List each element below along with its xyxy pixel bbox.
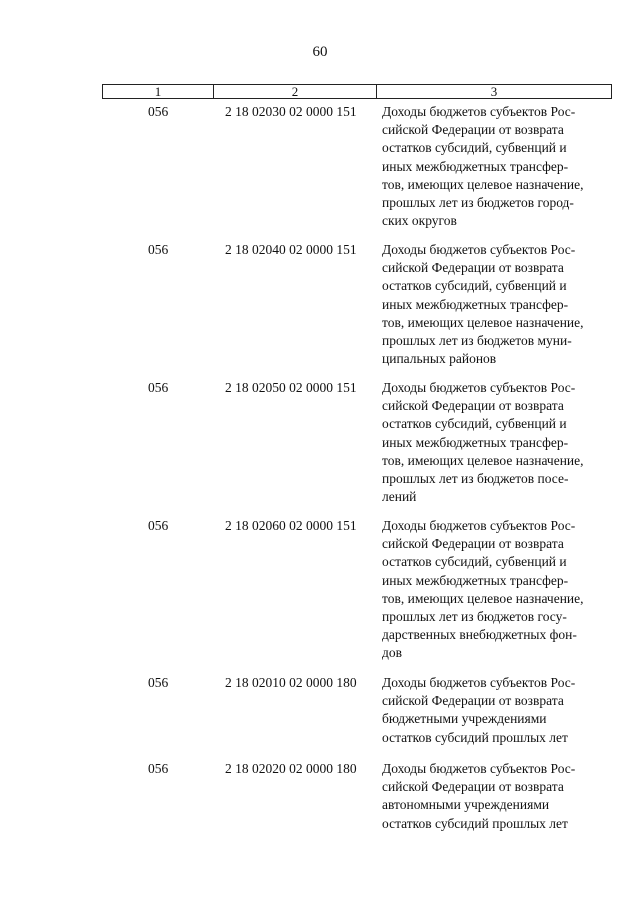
description-line: Доходы бюджетов субъектов Рос-: [382, 518, 576, 533]
description-line: дарственных внебюджетных фон-: [382, 627, 577, 643]
description-line: тов, имеющих целевое назначение,: [382, 452, 584, 468]
description-line: тов, имеющих целевое назначение,: [382, 590, 584, 606]
description-line: сийской Федерации от возврата: [382, 536, 564, 552]
description-line: прошлых лет из бюджетов муни-: [382, 333, 572, 349]
description-line: Доходы бюджетов субъектов Рос-: [382, 104, 576, 119]
description-line: дов: [382, 645, 402, 661]
admin-code: 056: [148, 380, 169, 395]
description-line: Доходы бюджетов субъектов Рос-: [382, 242, 576, 257]
admin-code: 056: [148, 518, 169, 533]
column-header-3: 3: [490, 84, 498, 99]
description-line: остатков субсидий прошлых лет: [382, 729, 568, 745]
income-description: [382, 760, 607, 833]
budget-classification-code: 2 18 02010 02 0000 180: [225, 675, 357, 690]
description-line: иных межбюджетных трансфер-: [382, 158, 569, 174]
description-line: лений: [382, 489, 417, 505]
description-line: Доходы бюджетов субъектов Рос-: [382, 675, 576, 690]
description-line: иных межбюджетных трансфер-: [382, 572, 569, 588]
income-description: [382, 241, 607, 368]
description-line: прошлых лет из бюджетов город-: [382, 195, 574, 211]
admin-code: 056: [148, 675, 169, 690]
description-line: ципальных районов: [382, 351, 497, 367]
description-line: сийской Федерации от возврата: [382, 122, 564, 138]
budget-classification-code: 2 18 02050 02 0000 151: [225, 380, 357, 395]
description-line: сийской Федерации от возврата: [382, 779, 564, 795]
description-line: остатков субсидий, субвенций и: [382, 278, 567, 294]
page-number: 60: [312, 44, 328, 60]
table-header: [102, 84, 612, 99]
description-line: иных межбюджетных трансфер-: [382, 434, 569, 450]
admin-code: 056: [148, 761, 169, 776]
description-line: остатков субсидий, субвенций и: [382, 140, 567, 156]
description-line: автономными учреждениями: [382, 797, 550, 813]
column-header-2: 2: [214, 85, 377, 98]
description-line: сийской Федерации от возврата: [382, 398, 564, 414]
description-line: бюджетными учреждениями: [382, 711, 547, 727]
description-line: прошлых лет из бюджетов госу-: [382, 609, 567, 625]
description-line: ских округов: [382, 213, 457, 229]
column-header-1: 1: [103, 85, 214, 98]
description-line: остатков субсидий, субвенций и: [382, 554, 567, 570]
budget-classification-code: 2 18 02020 02 0000 180: [225, 761, 357, 776]
description-line: тов, имеющих целевое назначение,: [382, 314, 584, 330]
budget-classification-code: 2 18 02060 02 0000 151: [225, 518, 357, 533]
description-line: остатков субсидий прошлых лет: [382, 815, 568, 831]
income-description: [382, 674, 607, 747]
description-line: иных межбюджетных трансфер-: [382, 296, 569, 312]
admin-code: 056: [148, 104, 169, 119]
admin-code: 056: [148, 242, 169, 257]
description-line: Доходы бюджетов субъектов Рос-: [382, 761, 576, 776]
income-description: [382, 103, 607, 230]
description-line: сийской Федерации от возврата: [382, 260, 564, 276]
description-line: Доходы бюджетов субъектов Рос-: [382, 380, 576, 395]
description-line: прошлых лет из бюджетов посе-: [382, 471, 569, 487]
description-line: сийской Федерации от возврата: [382, 693, 564, 709]
description-line: остатков субсидий, субвенций и: [382, 416, 567, 432]
description-line: тов, имеющих целевое назначение,: [382, 176, 584, 192]
income-description: [382, 517, 607, 663]
income-description: [382, 379, 607, 506]
budget-classification-code: 2 18 02030 02 0000 151: [225, 104, 357, 119]
budget-classification-code: 2 18 02040 02 0000 151: [225, 242, 357, 257]
